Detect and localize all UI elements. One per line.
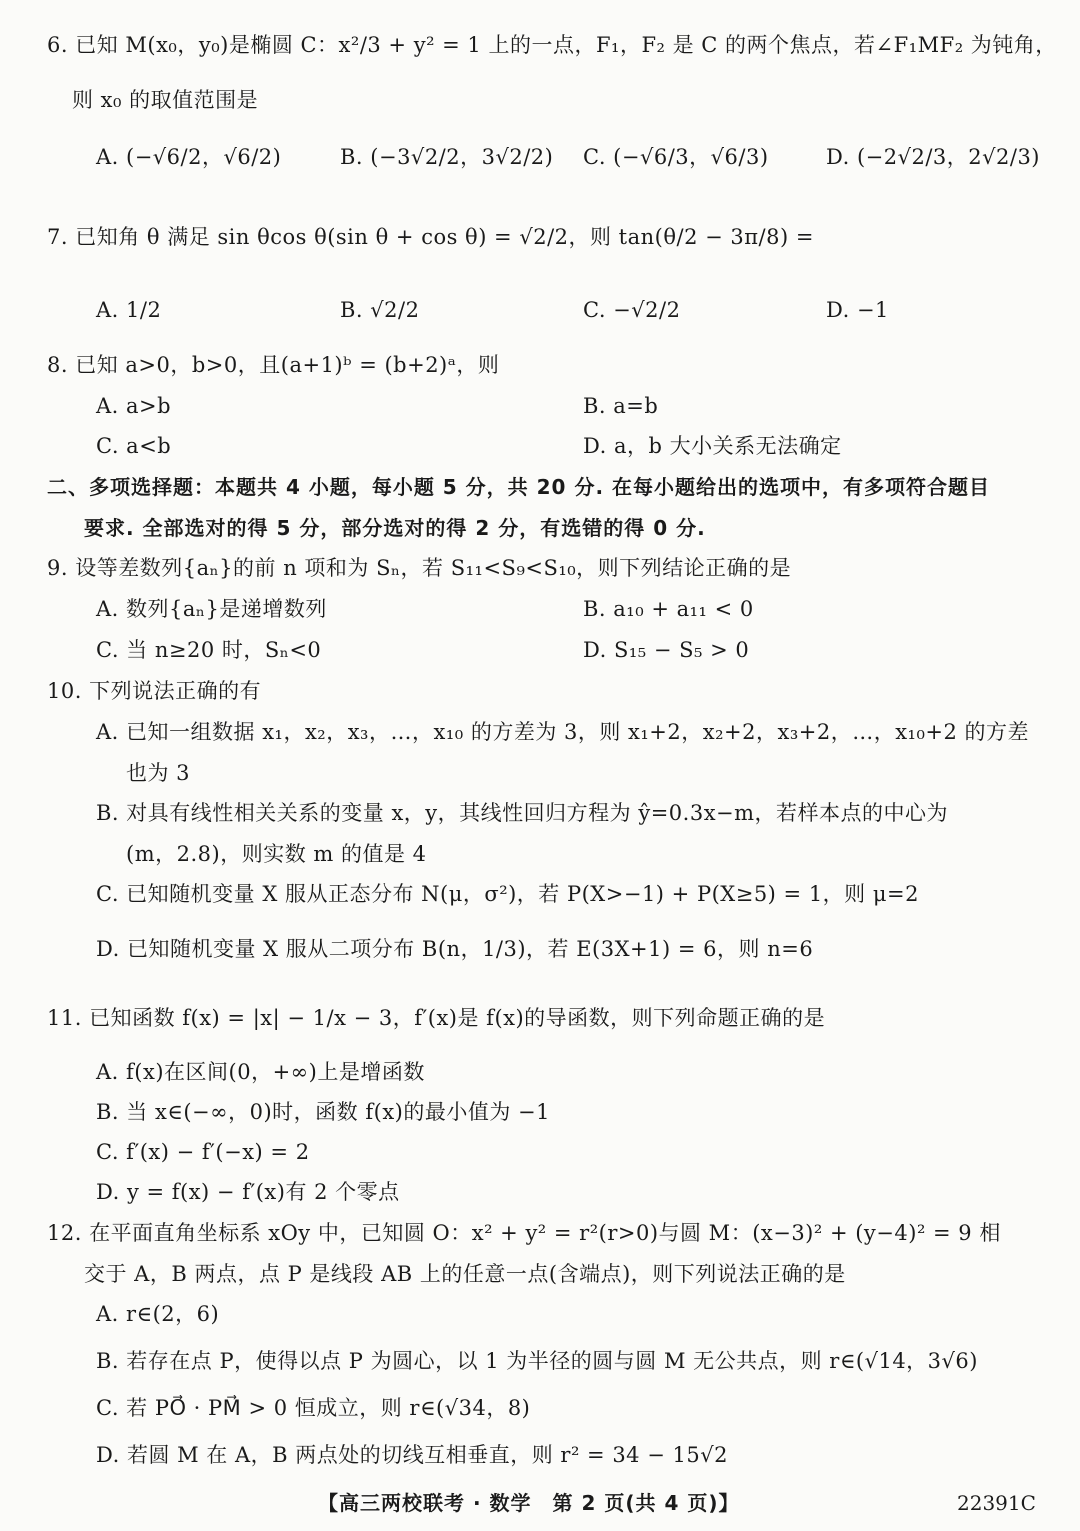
q9-option-a: A. 数列{aₙ}是递增数列 — [96, 597, 327, 621]
q9-option-c: C. 当 n≥20 时，Sₙ<0 — [96, 638, 322, 662]
q12-option-c: C. 若 PO⃗ · PM⃗ > 0 恒成立，则 r∈(√34，8) — [96, 1396, 531, 1420]
question-9-stem: 9. 设等差数列{aₙ}的前 n 项和为 Sₙ，若 S₁₁<S₉<S₁₀，则下列结论正确的是 — [47, 556, 792, 580]
q7-option-a: A. 1/2 — [96, 298, 162, 322]
question-10-stem: 10. 下列说法正确的有 — [47, 679, 262, 703]
q9-option-d: D. S₁₅ − S₅ > 0 — [583, 638, 750, 662]
q7-option-c: C. −√2/2 — [583, 298, 681, 322]
q8-option-a: A. a>b — [96, 394, 172, 418]
q10-option-d: D. 已知随机变量 X 服从二项分布 B(n，1/3)，若 E(3X+1) = 6，则 n=6 — [96, 937, 814, 961]
question-12-stem: 12. 在平面直角坐标系 xOy 中，已知圆 O：x² + y² = r²(r>0)与圆 M：(x−3)² + (y−4)² = 9 相 — [47, 1221, 1001, 1245]
q11-option-d: D. y = f(x) − f′(x)有 2 个零点 — [96, 1180, 400, 1204]
section-2-heading: 二、多项选择题：本题共 4 小题，每小题 5 分，共 20 分. 在每小题给出的选项中，有多项符合题目 — [47, 475, 991, 499]
q8-option-d: D. a，b 大小关系无法确定 — [583, 434, 842, 458]
page-footer-code: 22391C — [957, 1491, 1036, 1515]
q11-option-b: B. 当 x∈(−∞，0)时，函数 f(x)的最小值为 −1 — [96, 1100, 550, 1124]
question-6-stem: 6. 已知 M(x₀，y₀)是椭圆 C：x²/3 + y² = 1 上的一点，F₁，F₂ 是 C 的两个焦点，若∠F₁MF₂ 为钝角， — [47, 33, 1057, 57]
section-2-heading-cont: 要求. 全部选对的得 5 分，部分选对的得 2 分，有选错的得 0 分. — [84, 516, 706, 540]
q10-option-b: B. 对具有线性相关关系的变量 x，y，其线性回归方程为 ŷ=0.3x−m，若样本点的中心为 — [96, 801, 949, 825]
question-6-stem-cont: 则 x₀ 的取值范围是 — [72, 88, 259, 112]
q11-option-c: C. f′(x) − f′(−x) = 2 — [96, 1140, 310, 1164]
q6-option-a: A. (−√6/2，√6/2) — [96, 145, 282, 169]
question-8-stem: 8. 已知 a>0，b>0，且(a+1)ᵇ = (b+2)ᵃ，则 — [47, 353, 500, 377]
q8-option-b: B. a=b — [583, 394, 659, 418]
q6-option-c: C. (−√6/3，√6/3) — [583, 145, 769, 169]
q10-option-c: C. 已知随机变量 X 服从正态分布 N(μ，σ²)，若 P(X>−1) + P(X≥5) = 1，则 μ=2 — [96, 882, 919, 906]
q7-option-b: B. √2/2 — [340, 298, 420, 322]
q8-option-c: C. a<b — [96, 434, 172, 458]
page-footer-title: 【高三两校联考 · 数学 第 2 页(共 4 页)】 — [318, 1491, 740, 1515]
question-11-stem: 11. 已知函数 f(x) = |x| − 1/x − 3，f′(x)是 f(x)的导函数，则下列命题正确的是 — [47, 1006, 826, 1030]
q10-option-a-cont: 也为 3 — [126, 761, 191, 785]
q11-option-a: A. f(x)在区间(0，+∞)上是增函数 — [96, 1060, 425, 1084]
q6-option-d: D. (−2√2/3，2√2/3) — [826, 145, 1040, 169]
q9-option-b: B. a₁₀ + a₁₁ < 0 — [583, 597, 754, 621]
q12-option-a: A. r∈(2，6) — [96, 1302, 220, 1326]
q10-option-b-cont: (m，2.8)，则实数 m 的值是 4 — [126, 842, 427, 866]
question-12-stem-cont: 交于 A，B 两点，点 P 是线段 AB 上的任意一点(含端点)，则下列说法正确的是 — [84, 1262, 846, 1286]
q12-option-b: B. 若存在点 P，使得以点 P 为圆心，以 1 为半径的圆与圆 M 无公共点，则 r∈(√14，3√6) — [96, 1349, 978, 1373]
q7-option-d: D. −1 — [826, 298, 889, 322]
q10-option-a: A. 已知一组数据 x₁，x₂，x₃，…，x₁₀ 的方差为 3，则 x₁+2，x₂+2，x₃+2，…，x₁₀+2 的方差 — [96, 720, 1030, 744]
question-7-stem: 7. 已知角 θ 满足 sin θcos θ(sin θ + cos θ) = √2/2，则 tan(θ/2 − 3π/8) = — [47, 225, 814, 249]
q6-option-b: B. (−3√2/2，3√2/2) — [340, 145, 554, 169]
q12-option-d: D. 若圆 M 在 A，B 两点处的切线互相垂直，则 r² = 34 − 15√2 — [96, 1443, 728, 1467]
